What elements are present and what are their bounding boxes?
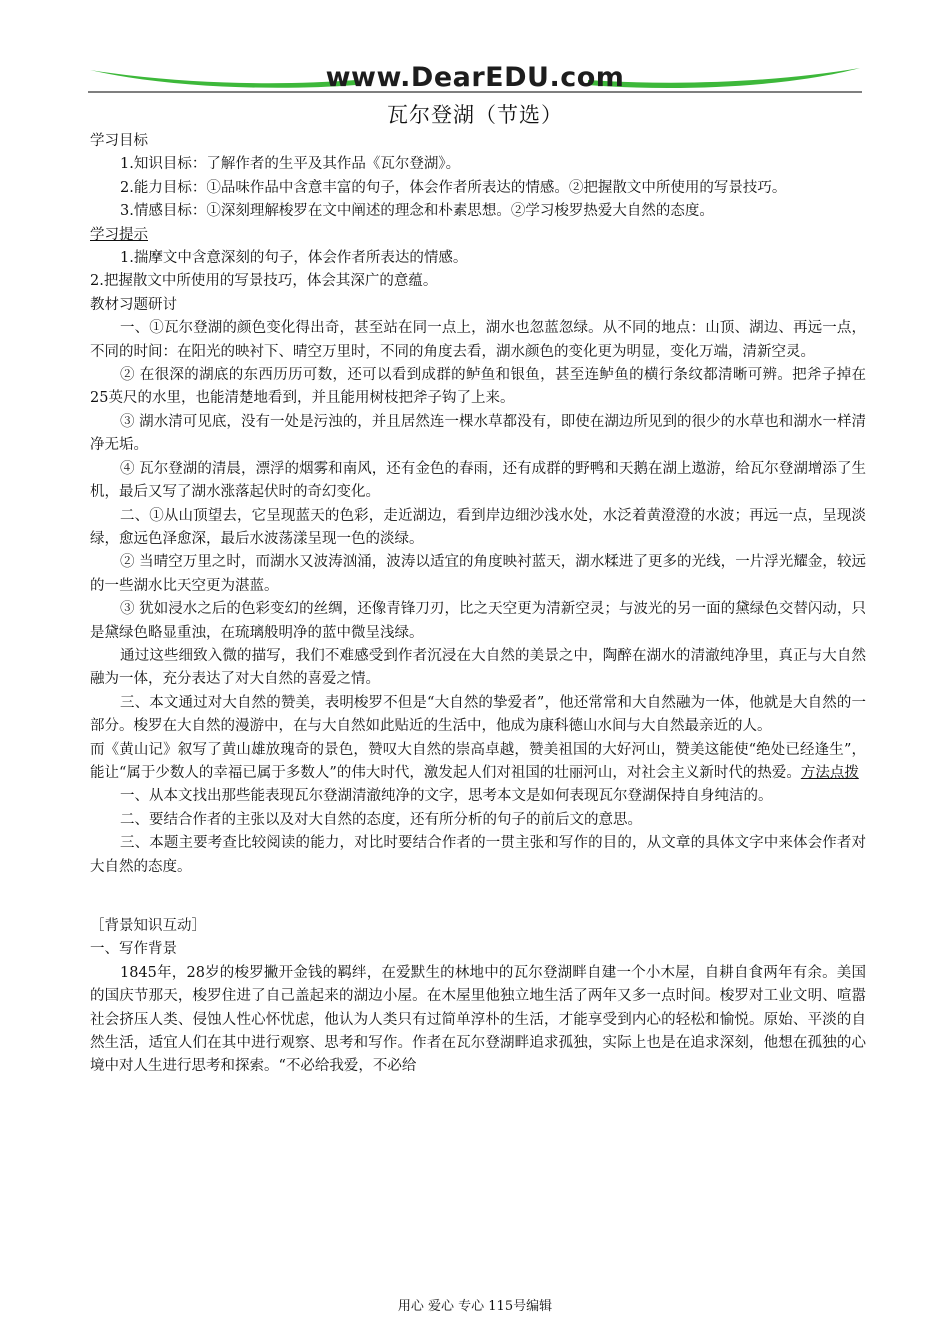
method-item: 二、要结合作者的主张以及对大自然的态度，还有所分析的句子的前后文的意思。 bbox=[120, 811, 642, 828]
page-footer: 用心 爱心 专心 115号编辑 bbox=[397, 1299, 553, 1314]
background-subheading: 一、写作背景 bbox=[90, 941, 177, 958]
exercise-paragraph: 二、①从山顶望去，它呈现蓝天的色彩，走近湖边，看到岸边细沙浅水处，水泛着黄澄澄的水波；再远一点，呈现淡绿，愈远色泽愈深，最后水波荡漾呈现一色的淡绿。 bbox=[90, 507, 866, 547]
method-item: 三、本题主要考查比较阅读的能力，对比时要结合作者的一贯主张和写作的目的，从文章的具体文字中来体会作者对大自然的态度。 bbox=[90, 835, 866, 875]
goal-item: 3.情感目标：①深刻理解梭罗在文中阐述的理念和朴素思想。②学习梭罗热爱大自然的态度。 bbox=[120, 203, 714, 220]
exercise-paragraph: 三、本文通过对大自然的赞美，表明梭罗不但是“大自然的挚爱者”，他还常常和大自然融为一体，他就是大自然的一部分。梭罗在大自然的漫游中，在与大自然如此贴近的生活中，他成为康科德山水间与大自然最亲近的人。 bbox=[90, 694, 866, 735]
huangshan-text: 而《黄山记》叙写了黄山雄放瑰奇的景色，赞叹大自然的崇高卓越，赞美祖国的大好河山，赞美这能使“绝处已经逢生”，能让“属于少数人的幸福已属于多数人”的伟大时代，激发起人们对祖国的壮丽河山，对社会主义新时代的热爱。 bbox=[90, 741, 866, 781]
tip-item: 1.揣摩文中含意深刻的句子，体会作者所表达的情感。 bbox=[120, 250, 468, 267]
site-logo-text: www.DearEDU.com bbox=[325, 62, 625, 93]
goal-item: 1.知识目标：了解作者的生平及其作品《瓦尔登湖》。 bbox=[120, 156, 461, 173]
method-item: 一、从本文找出那些能表现瓦尔登湖清澈纯净的文字，思考本文是如何表现瓦尔登湖保持自身纯洁的。 bbox=[120, 788, 773, 805]
huangshan-paragraph bbox=[90, 739, 866, 786]
section-heading-tips bbox=[90, 224, 866, 247]
exercise-paragraph: ③ 犹如浸水之后的色彩变幻的丝绸，还像青锋刀刃，比之天空更为清新空灵；与波光的另一面的黛绿色交替闪动，只是黛绿色略显重浊，在琉璃般明净的蓝中微呈浅绿。 bbox=[90, 601, 866, 641]
background-heading: ［背景知识互动］ bbox=[90, 918, 206, 934]
section-heading-exercises: 教材习题研讨 bbox=[90, 296, 177, 313]
section-heading-goals: 学习目标 bbox=[90, 133, 148, 149]
tip-item: 2.把握散文中所使用的写景技巧，体会其深广的意蕴。 bbox=[90, 273, 438, 290]
page-title: 瓦尔登湖（节选） bbox=[387, 103, 563, 127]
background-paragraph: 1845年，28岁的梭罗撇开金钱的羁绊，在爱默生的林地中的瓦尔登湖畔自建一个小木屋，自耕自食两年有余。美国的国庆节那天，梭罗住进了自己盖起来的湖边小屋。在木屋里他独立地生活了两年又多一点时间。梭罗对工业文明、喧嚣社会挤压人类、侵蚀人性心怀忧虑，他认为人类只有过简单淳朴的生活，才能享受到内心的轻松和愉悦。原始、平淡的自然生活，适宜人们在其中进行观察、思考和写作。作者在瓦尔登湖畔追求孤独，实际上也是在追求深刻，他想在孤独的心境中对人生进行思考和探索。“不必给我爱，不必给 bbox=[90, 964, 866, 1075]
exercise-paragraph: 通过这些细致入微的描写，我们不难感受到作者沉浸在大自然的美景之中，陶醉在湖水的清澈纯净里，真正与大自然融为一体，充分表达了对大自然的喜爱之情。 bbox=[90, 647, 866, 688]
exercise-paragraph: ② 在很深的湖底的东西历历可数，还可以看到成群的鲈鱼和银鱼，甚至连鲈鱼的横行条纹都清晰可辨。把斧子掉在25英尺的水里，也能清楚地看到，并且能用树枝把斧子钩了上来。 bbox=[90, 367, 866, 407]
exercise-paragraph: ④ 瓦尔登湖的清晨，漂浮的烟雾和南风，还有金色的春雨，还有成群的野鸭和天鹅在湖上遨游，给瓦尔登湖增添了生机，最后又写了湖水涨落起伏时的奇幻变化。 bbox=[90, 460, 866, 501]
goal-item: 2.能力目标：①品味作品中含意丰富的句子，体会作者所表达的情感。②把握散文中所使用的写景技巧。 bbox=[120, 179, 787, 196]
exercise-paragraph: ③ 湖水清可见底，没有一处是污浊的，并且居然连一棵水草都没有，即使在湖边所见到的很少的水草也和湖水一样清净无垢。 bbox=[90, 413, 866, 454]
section-heading-tips-text: 学习提示 bbox=[90, 226, 148, 243]
exercise-paragraph: 一、①瓦尔登湖的颜色变化得出奇，甚至站在同一点上，湖水也忽蓝忽绿。从不同的地点：山顶、湖边、再远一点，不同的时间：在阳光的映衬下、晴空万里时，不同的角度去看，湖水颜色的变化更为明显，变化万端，清新空灵。 bbox=[90, 320, 866, 360]
method-heading: 方法点拨 bbox=[800, 764, 859, 781]
spacer bbox=[90, 879, 866, 915]
exercise-paragraph: ② 当晴空万里之时，而湖水又波涛汹涌，波涛以适宜的角度映衬蓝天，湖水糅进了更多的光线，一片浮光耀金，较远的一些湖水比天空更为湛蓝。 bbox=[90, 554, 866, 594]
site-header-banner bbox=[88, 58, 862, 98]
document-body bbox=[90, 130, 866, 1079]
